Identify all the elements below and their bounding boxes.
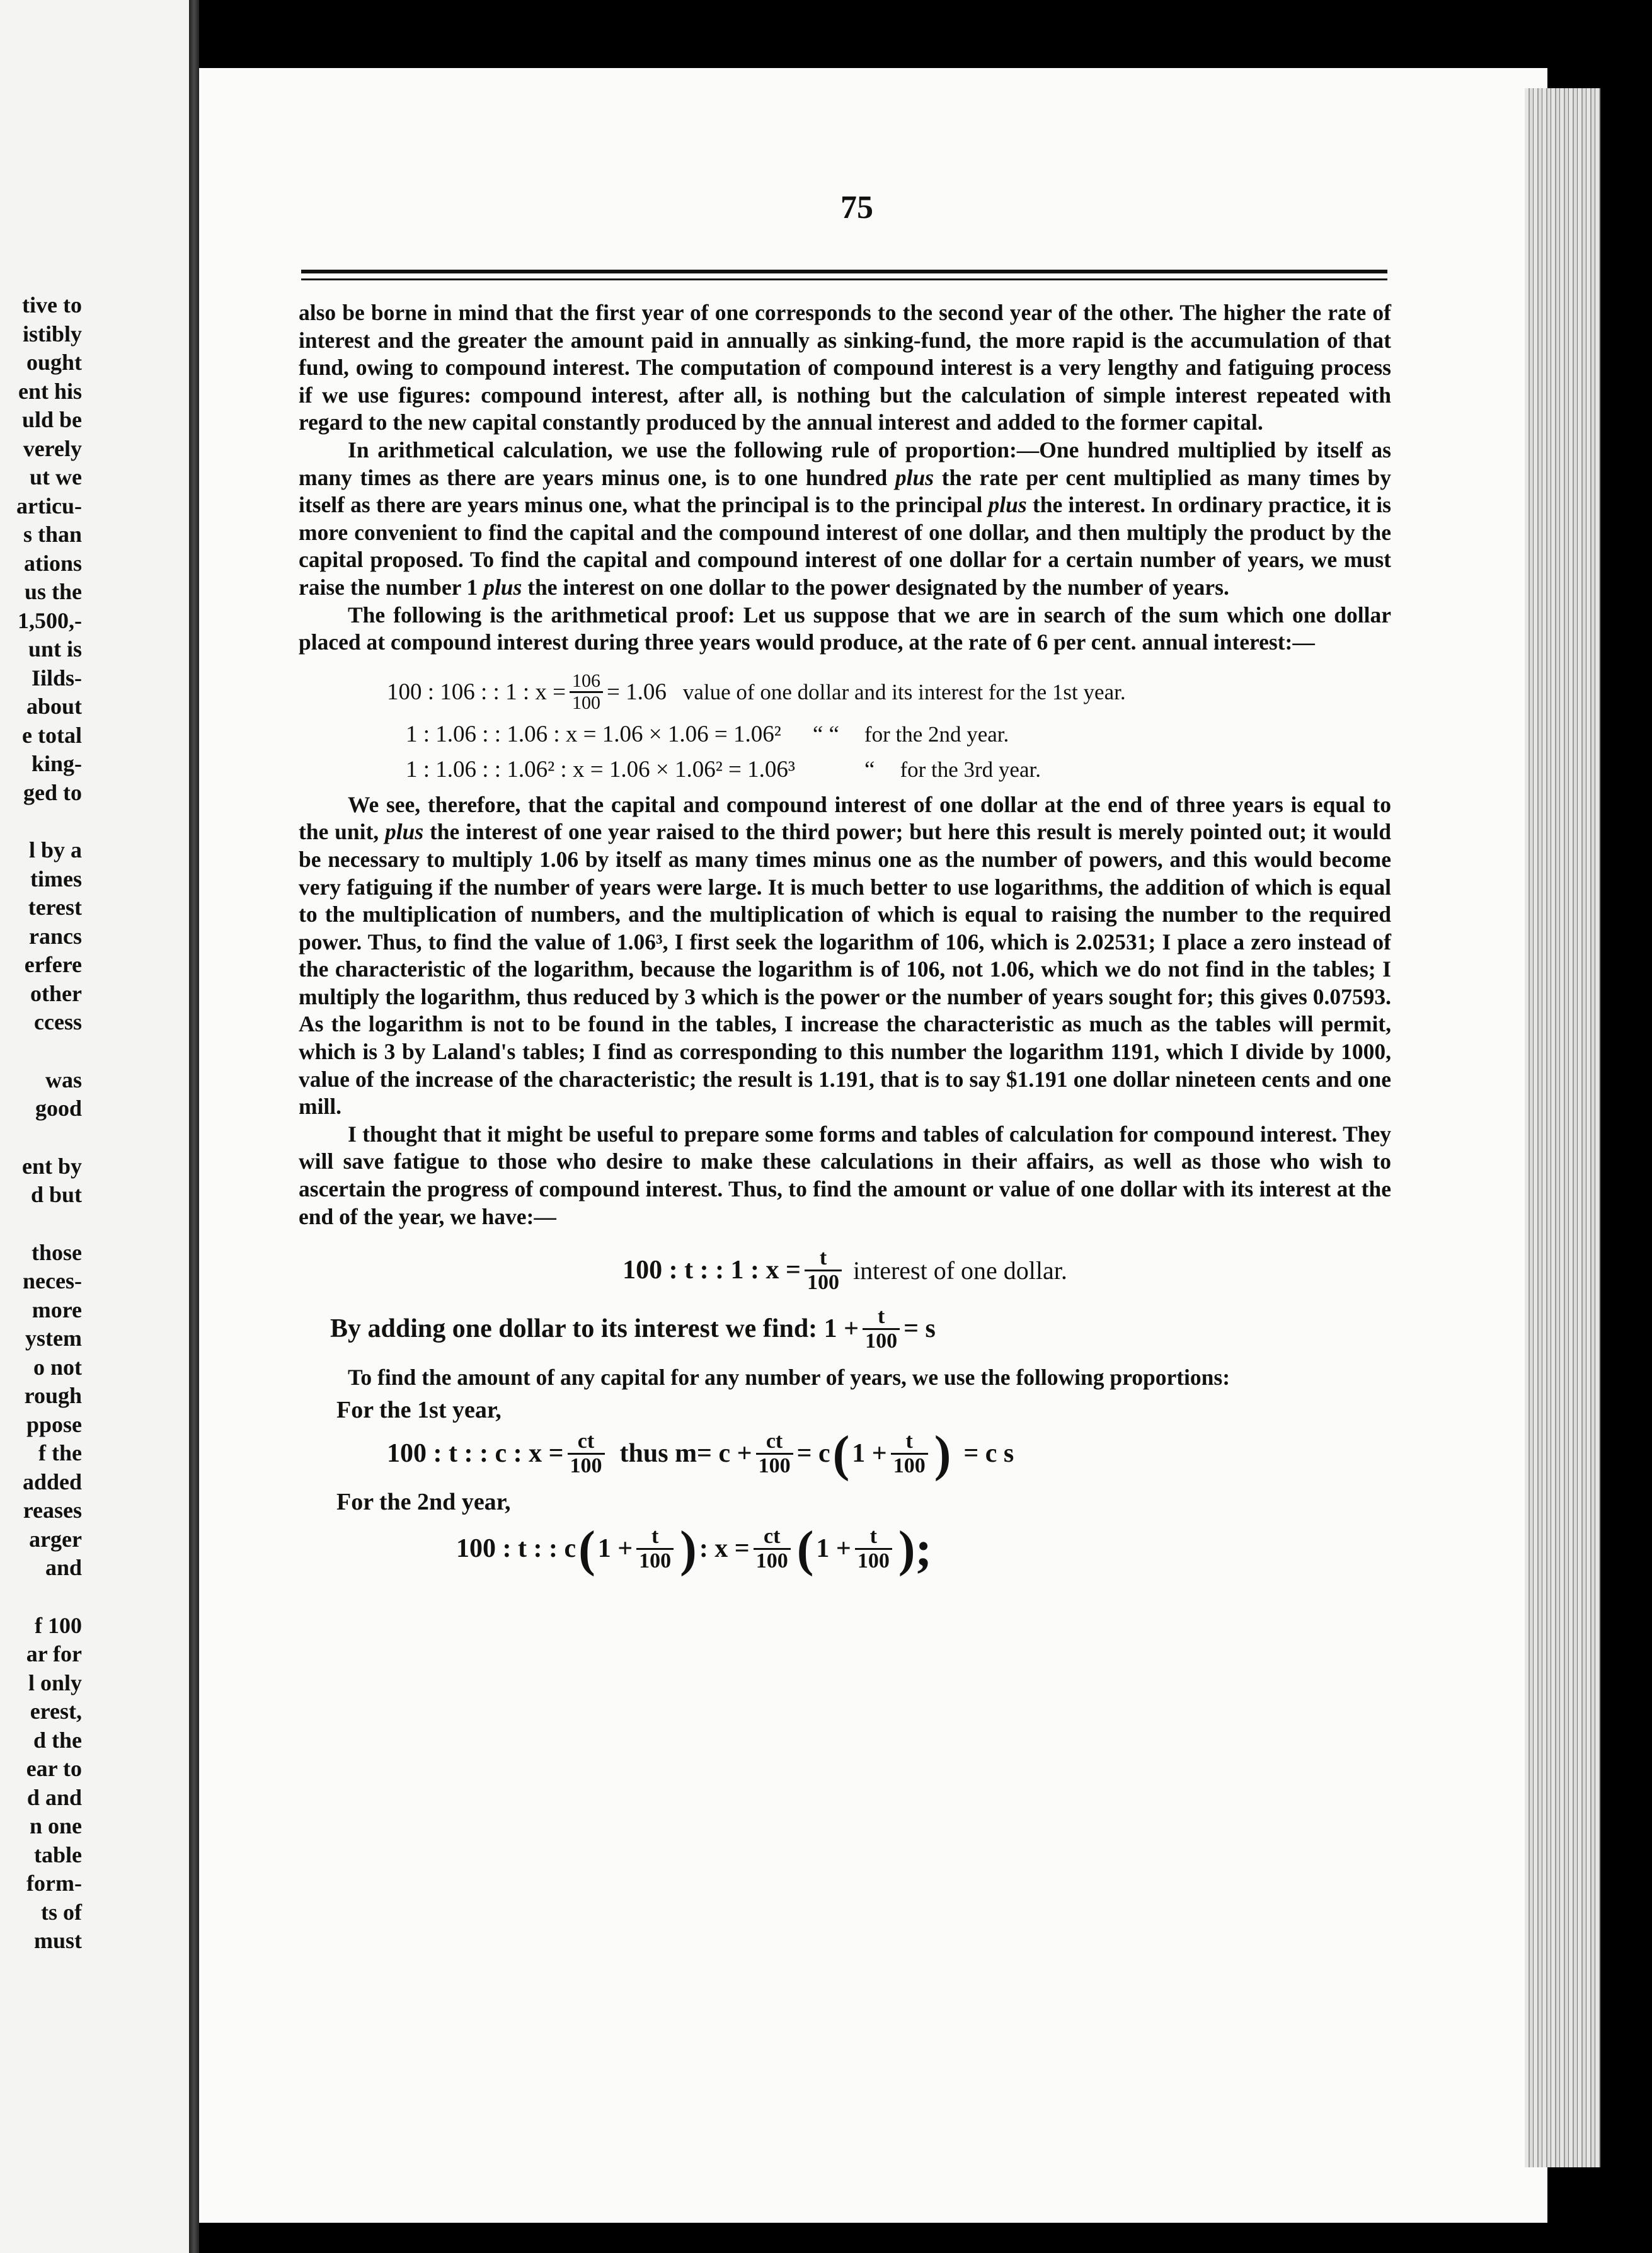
fragment-gap [0,1583,82,1612]
left-page-fragment: ear to [26,1756,82,1781]
fragment-gap [0,1123,82,1152]
left-page-fragment: l only [28,1670,82,1695]
equation-row-1: 100 : 106 : : 1 : x = $\frac{106}{100}$ = 1.06 value of one dollar and its interest for the 1st year. [387,670,1126,714]
left-page-fragment: ged to [23,779,82,805]
fragment-gap [0,1210,82,1239]
paragraph-6: To find the amount of any capital for any number of years, we use the following proportions: [348,1365,1230,1390]
left-page-fragment: terest [28,895,82,920]
equation-row-3: 1 : 1.06 : : 1.06² : x = 1.06 × 1.06² = 1.06³ “ for the 3rd year. [406,756,1041,783]
header-rule [301,270,1387,280]
fraction: $\frac{t}{100}$ [855,1525,892,1573]
left-page-fragment: l by a [28,837,82,863]
left-page-fragment: other [30,980,82,1006]
left-page-fragment: ent by [21,1153,82,1179]
left-page-fragment: was [45,1067,82,1092]
left-page-fragment: s than [23,522,82,547]
fraction: $\frac{106}{100}$ [570,671,603,713]
fraction: $\frac{ct}{100}$ [754,1525,791,1573]
left-page-fragment: ystem [25,1326,82,1351]
left-page-fragment: d and [26,1784,82,1810]
paragraph-1: also be borne in mind that the first year of one corresponds to the second year of the other. The higher the rate of interest and the greater the amount paid in annually as sinking-fund, the more rapid is the accumulation of that fund, owing to compound interest. The computation of compound interest is a very lengthy and fatiguing process if we use figures: compound interest, after all, is nothing but the calculation of simple interest repeated with regard to the new capital constantly produced by the annual interest and added to the former capital. [299,300,1391,435]
left-page-fragment: neces- [23,1268,82,1293]
left-page-fragment: good [35,1096,82,1121]
formula-first-year: 100 : t : : c : x = $\frac{ct}{100}$ thus m= c + $\frac{ct}{100}$ = c ( 1 + $\frac{t}{100}$ ) = c s [387,1426,1014,1482]
left-page-fragment: articu- [16,493,82,519]
fraction: $\frac{t}{100}$ [891,1430,928,1477]
formula-adding: By adding one dollar to its interest we find: 1 + $\frac{t}{100}$ = s [330,1305,936,1353]
fraction: $\frac{ct}{100}$ [756,1430,793,1477]
left-page-fragment: rancs [29,923,82,949]
left-page-fragment: verely [23,435,82,461]
left-page-fragment: f the [38,1440,82,1465]
page-body [299,299,1391,1584]
left-page-fragment: ent his [18,378,82,404]
left-page-fragment: form- [26,1871,82,1896]
left-page-fragment: king- [31,751,82,776]
left-page-fragment: ut we [30,464,82,490]
left-page-fragment: ought [26,350,82,375]
second-year-label: For the 2nd year, [336,1489,511,1516]
left-page-fragment: more [32,1297,82,1322]
left-page-fragment: ppose [26,1411,82,1437]
fraction: $\frac{t}{100}$ [863,1305,900,1353]
paragraph-4: We see, therefore, that the capital and compound interest of one dollar at the end of three years is equal to the unit, plus the interest of one year raised to the third power; but here this result is merely pointed out; it would be necessary to multiply 1.06 by itself as many times minus one as the number of powers, and this would become very fatiguing if the number of years were large. It is much better to use logarithms, the addition of which is equal to the multiplication of numbers, and the multiplication of which is equal to raising the number to the required power. Thus, to find the value of 1.06³, I first seek the logarithm of 106, which is 2.02531; I place a zero instead of the characteristic of the logarithm, because the logarithm is of 106, not 1.06, which we do not find in the tables; I multiply the logarithm, thus reduced by 3 which is the power or the number of years sought for; this gives 0.07593. As the logarithm is not to be found in the tables, I increase the characteristic as much as the tables will permit, which is 3 by Laland's tables; I find as corresponding to this number the logarithm 1191, which I divide by 1000, value of the increase of the characteristic; the result is 1.191, that is to say $1.191 one dollar nineteen cents and one mill. [299,791,1391,1120]
left-page-fragment: reases [23,1498,82,1523]
proof-equations [299,668,1391,788]
left-page-fragment: d the [33,1727,82,1753]
paragraph-2: In arithmetical calculation, we use the following rule of proportion:—One hundred multiplied by itself as many times as there are years minus one, is to one hundred plus the rate per cent multiplied as many times by itself as there are years minus one, what the principal is to the principal plus the interest. In ordinary practice, it is more convenient to find the capital and the compound interest of one dollar, and then multiply the product by the capital proposed. To find the capital and compound interest of one dollar for a certain number of years, we must raise the number 1 plus the interest on one dollar to the power designated by the number of years. [299,437,1391,600]
left-page-fragment: istibly [22,321,82,347]
paragraph-5: I thought that it might be useful to prepare some forms and tables of calculation for compound interest. They will save fatigue to those who desire to make these calculations in their affairs, as well as those who wish to ascertain the progress of compound interest. Thus, to find the amount or value of one dollar with its interest at the end of the year, we have:— [299,1121,1391,1229]
left-page-fragment: times [30,866,82,891]
left-page-fragment: n one [29,1813,82,1838]
left-page-fragment: must [33,1928,82,1953]
page-number: 75 [840,190,873,226]
fraction: $\frac{ct}{100}$ [568,1430,605,1477]
left-facing-page [0,0,192,2253]
left-page-fragment: added [22,1469,82,1494]
left-page-fragment: d but [30,1182,82,1207]
left-page-fragment: uld be [21,407,82,432]
left-page-fragment: about [26,694,82,719]
paragraph-3: The following is the arithmetical proof: Let us suppose that we are in search of the sum which one dollar placed at compound interest during three years would produce, at the rate of 6 per cent. annual interest:— [299,602,1391,655]
left-page-fragment: f 100 [35,1612,82,1638]
fragment-gap [0,1037,82,1066]
left-page-fragment: ations [23,550,82,576]
left-page-fragment: and [45,1555,82,1580]
left-page-fragment: arger [29,1526,82,1552]
left-page-fragment: 1,500,- [18,607,82,633]
left-page-fragment: ts of [41,1899,82,1925]
formula-interest: 100 : t : : 1 : x = $\frac{t}{100}$ interest of one dollar. [622,1246,1067,1295]
left-page-fragment: tive to [22,292,82,318]
left-page-fragment: us the [24,579,82,604]
left-page-fragment: o not [33,1354,82,1380]
left-page-fragment: table [34,1842,82,1867]
left-page-fragment: unt is [28,636,82,662]
formula-second-year: 100 : t : : c ( 1 + $\frac{t}{100}$ ) : x = $\frac{ct}{100}$ ( 1 + $\frac{t}{100}$ ); [456,1521,932,1577]
left-page-fragment: ccess [34,1009,82,1035]
left-page-text-fragments [0,291,82,1956]
page-edges [1525,88,1600,2167]
left-page-fragment: rough [24,1383,82,1408]
left-page-fragment: e total [22,722,82,748]
left-page-fragment: Iilds- [31,665,82,691]
left-page-fragment: erest, [30,1699,82,1724]
left-page-fragment: those [32,1239,82,1265]
book-gutter [189,0,199,2253]
equation-row-2: 1 : 1.06 : : 1.06 : x = 1.06 × 1.06 = 1.06² “ “ for the 2nd year. [406,721,1009,747]
left-page-fragment: ar for [26,1641,82,1666]
left-page-fragment: erfere [24,952,82,977]
fraction: $\frac{t}{100}$ [805,1247,842,1294]
fragment-gap [0,807,82,836]
first-year-label: For the 1st year, [336,1396,502,1423]
fraction: $\frac{t}{100}$ [636,1525,674,1573]
